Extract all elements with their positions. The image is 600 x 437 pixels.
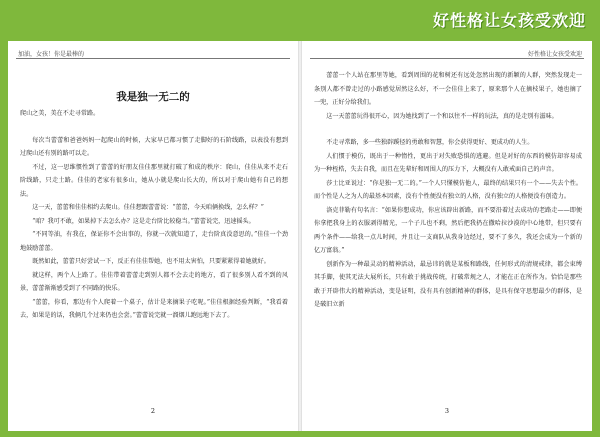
paragraph: 每次当蕾蕾和爸爸妈妈一起爬山的时候，大家早已都习惯了走脚好的石阶线路，以表没有想到过爬山还有别的路可以走。 — [20, 136, 288, 157]
paragraph: 不走寻常路，多一些独辟蹊径的勇敢和智慧，你会获得更好、更成功的人生。 — [326, 139, 534, 146]
top-banner — [0, 0, 600, 40]
banner-title: 好性格让女孩受欢迎 — [432, 11, 586, 30]
paragraph: 蕾蕾一个人站在那里等她，看到周围的花和树还有远处忽然出现的新颖的人群，突然发现走一条别人都不曾走过的小路感觉居然这么好，不一会佳佳上来了，原来那个人在摘枝果子，她也摘了一兜，正好分给我们。 — [314, 72, 582, 106]
paragraph: “咱？我可不敢，如果掉下去怎么办？这是走台阶比较稳当。”蕾蕾说完，迅速摇头。 — [32, 217, 255, 225]
left-page-number: 2 — [150, 407, 156, 415]
paragraph: 人们惯于模仿，既出于一种惰性，更出于对失败恐惧的逃避。但是对好的东西的模仿却容易成为一种桎梏，失去自我，而且在先辈好和周围人的压力下，大概没有人敢戒面自己的声音。 — [314, 152, 582, 173]
right-head-rule — [310, 58, 584, 59]
paragraph: 不过，这一思维惯性到了蕾蕾的好朋友佳佳那里就打破了和成的秩序：爬山，佳佳从来不走石阶线路，只走土路。佳佳的老家有很多山，她从小就是爬山长大的，所以对于爬山她有自己的想法。 — [20, 163, 288, 198]
paragraph: 创新作为一种最灵动的精神活动，最忌讳的就是某板和路线，任何形式的清规戒律，都会束缚其手脚，使其无法大展所长，只有敢于挑战传统，打破常规之人，才能在正在所作为。恰恰是那些敢于开辟伟大的精神活动，变是证明，没有具有创新精神的群体，是具有保守思想最少的群体，是是破旧立新 — [314, 260, 582, 308]
left-head-rule — [16, 58, 290, 59]
paragraph: 这一天，蕾蕾和佳佳相约去爬山。佳佳想跟蕾蕾说：“蕾蕾，今天咱俩换线，怎么样？” — [32, 204, 264, 211]
paragraph: “蕾蕾，你看，那边有个人爬着一个桌子，估计是来摘果子吃呢。”佳佳根据经验判断，“我看着去，如果是的话，我俩几个过来仍也会尝。”蕾蕾说完就一溜烟儿跑远地下去了。 — [20, 298, 288, 319]
paragraph: 这一天蕾蕾玩得很开心，因为她找到了一个和以往不一样的玩法，真的是走别有滋味。 — [326, 112, 558, 120]
right-page — [302, 41, 592, 431]
paragraph: “不同等油，有我在，保证你不会出事的，你就一次就知道了，走台阶真没意思的。”佳佳一个劲地鼓励蕾蕾。 — [20, 231, 288, 252]
paragraph: 就这样，两个人上路了。佳佳带着蕾蕾走到别人都不会去走的地方，看了很多别人看不到的风景，蕾蕾渐渐感受到了不同路的快乐。 — [20, 271, 288, 292]
paragraph: 既然如此，蕾蕾只好尝试一下，反正有佳佳帮她，也不用太害怕，只要紧紧得着她就好。 — [32, 258, 270, 265]
paragraph: 爬山之美，美在不走寻常路。 — [20, 110, 100, 117]
right-page-number: 3 — [444, 407, 450, 415]
paragraph: 莎士比亚说过：“你是独一无二的。”一个人只懂模仿他人，最终的结果只有一个——失去个性。而个性是人之为人的最基本因素，没有个性便没有独立的人格，没有独立的人格便没有创造力。 — [314, 179, 582, 200]
chapter-title: 我是独一无二的 — [116, 91, 190, 103]
book-spread — [8, 41, 592, 431]
left-page — [8, 41, 298, 431]
left-running-head: 加油，女孩！你是最棒的 — [18, 51, 85, 58]
paragraph: 洛克菲勒有句名言：“如果你想成功，你应该辟出新路，而不要沿着过去成功的老路走——即便你拿把我身上的衣服剥得精光，一个子儿也不剩，然后把我扔在撒哈拉沙漠的中心地带，但只要有两个条件——给我一点儿时间，并且让一支商队从我身边经过，要不了多久，我还会成为一个新的亿万富翁。” — [314, 206, 582, 254]
right-body-text — [314, 69, 582, 312]
left-body-text — [20, 107, 288, 323]
right-running-head: 好性格让女孩受欢迎 — [527, 51, 582, 58]
